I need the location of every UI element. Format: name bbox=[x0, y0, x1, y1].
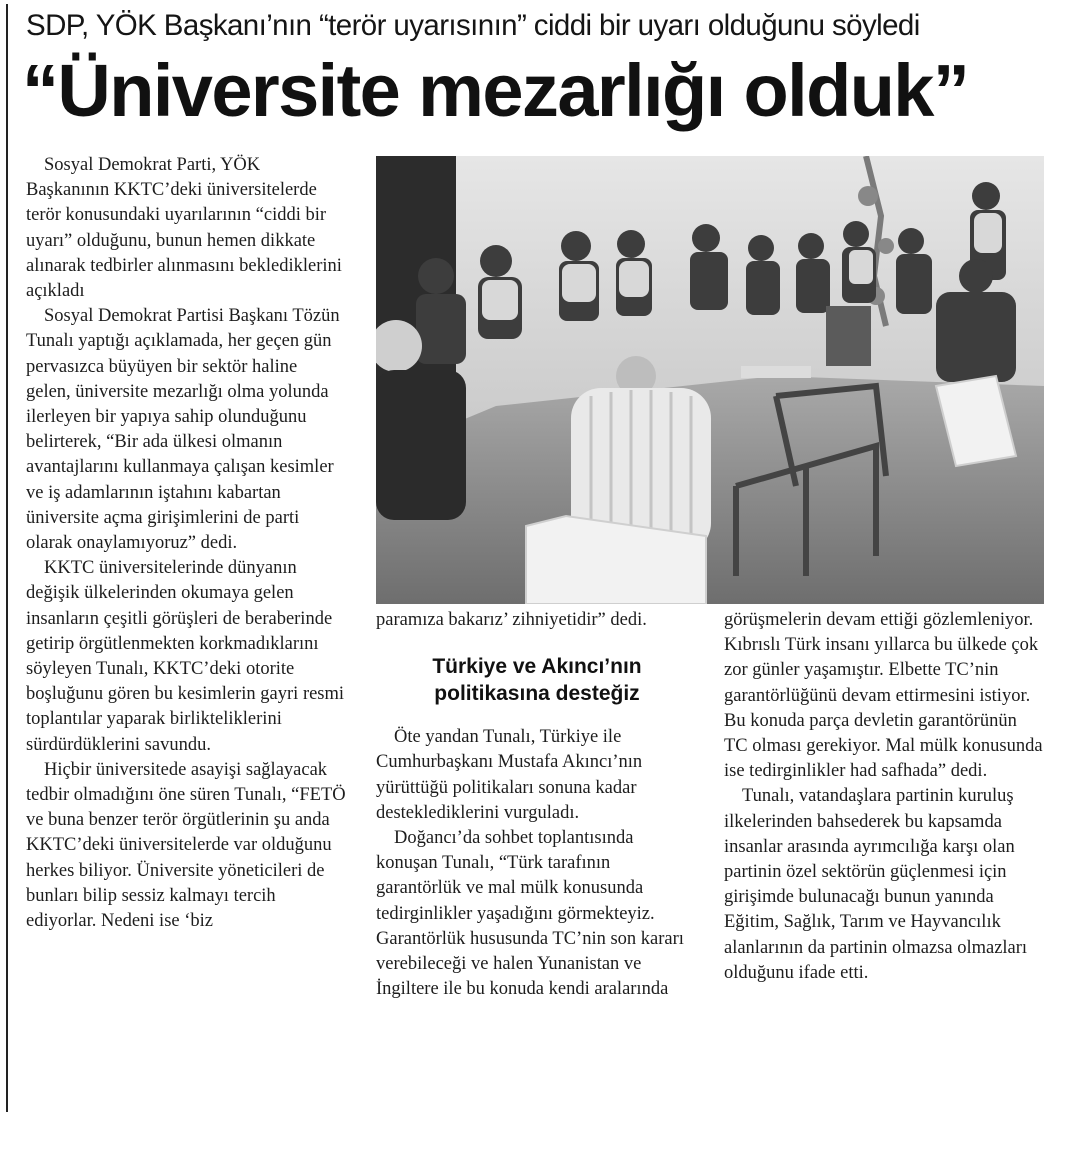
left-column-rule bbox=[6, 4, 8, 1112]
paragraph-continued: görüşmelerin devam ettiği gözlemleniyor. Kıbrıslı Türk insanı yıllarca bu ülkede çok zor günler yaşamıştır. Elbette TC’nin garantörlüğünü devam ettirmesini istiyor. Bu konuda parça devletin garantörünün TC olması gerekiyor. Mal mülk konusunda ise tedirginlikler had safhada” dedi. bbox=[724, 610, 1043, 782]
paragraph-continued: paramıza bakarız’ zihniyetidir” dedi. bbox=[376, 610, 647, 630]
paragraph: Sosyal Demokrat Parti, YÖK Başkanının KKTC’deki üniversitelerde terör konusundaki uyarılarının “ciddi bir uyarı” olduğunu, bunun hemen dikkate alınarak tedbirler alınmasını beklediklerini açıkladı bbox=[26, 155, 342, 302]
paragraph: Hiçbir üniversitede asayişi sağlayacak tedbir olmadığını öne süren Tunalı, “FETÖ ve buna benzer terör örgütlerinin şu anda KKTC’deki üniversitelerde var olduğunu herkes biliyor. Üniversite yöneticileri de bunları bilip sessiz kalmayı tercih ediyorlar. Nedeni ise ‘biz bbox=[26, 759, 346, 932]
article-column-2 bbox=[376, 608, 698, 1002]
paragraph: Tunalı, vatandaşlara partinin kuruluş ilkelerinden bahsederek bu kapsamda insanlar arasında ayrımcılığa karşı olan partinin özel sektörün güçlenmesi için girişimde bulunacağı bunun yanında Eğitim, Sağlık, Tarım ve Hayvancılık alanlarının da partinin olmazsa olmazları olduğunu ifade etti. bbox=[724, 786, 1028, 983]
paragraph: KKTC üniversitelerinde dünyanın değişik ülkelerinden okumaya gelen insanların çeşitli görüşleri de beraberinde getirip örgütlenmekten korkmadıklarını söyleyen Tunalı, KKTC’deki otorite boşluğunu gören bu kesimlerin gayri resmi toplantılar yaparak birlikteliklerini sürdürdüklerini savundu. bbox=[26, 558, 345, 755]
article-kicker: SDP, YÖK Başkanı’nın “terör uyarısının” ciddi bir uyarı olduğunu söyledi bbox=[26, 9, 920, 42]
article-subhead: Türkiye ve Akıncı’nın politikasına desteğiz bbox=[432, 655, 642, 706]
article-column-1 bbox=[26, 153, 346, 934]
article-column-3 bbox=[724, 608, 1044, 986]
article-headline: “Üniversite mezarlığı olduk” bbox=[22, 49, 969, 132]
paragraph: Öte yandan Tunalı, Türkiye ile Cumhurbaşkanı Mustafa Akıncı’nın yürüttüğü politikaları sonuna kadar desteklediklerini vurguladı. bbox=[376, 727, 643, 823]
paragraph: Doğancı’da sohbet toplantısında konuşan Tunalı, “Türk tarafının garantörlük ve mal mülk konusunda tedirginlikler yaşadığını görmekteyiz. Garantörlük hususunda TC’nin son kararı verebileceği ve halen Yunanistan ve İngiltere ile bu konuda kendi aralarında bbox=[376, 828, 684, 1000]
meeting-photo bbox=[376, 156, 1044, 604]
paragraph: Sosyal Demokrat Partisi Başkanı Tözün Tunalı yaptığı açıklamada, her geçen gün pervasızca büyüyen bir sektör haline gelen, üniversite mezarlığı olma yolunda ilerleyen bir yapıya sahip olunduğunu belirterek, “Bir ada ülkesi olmanın avantajlarını kullanmaya çalışan kesimler ve iş adamlarının iştahını kabartan üniversite açma girişimlerini de parti olarak onaylamıyoruz” dedi. bbox=[26, 306, 340, 554]
